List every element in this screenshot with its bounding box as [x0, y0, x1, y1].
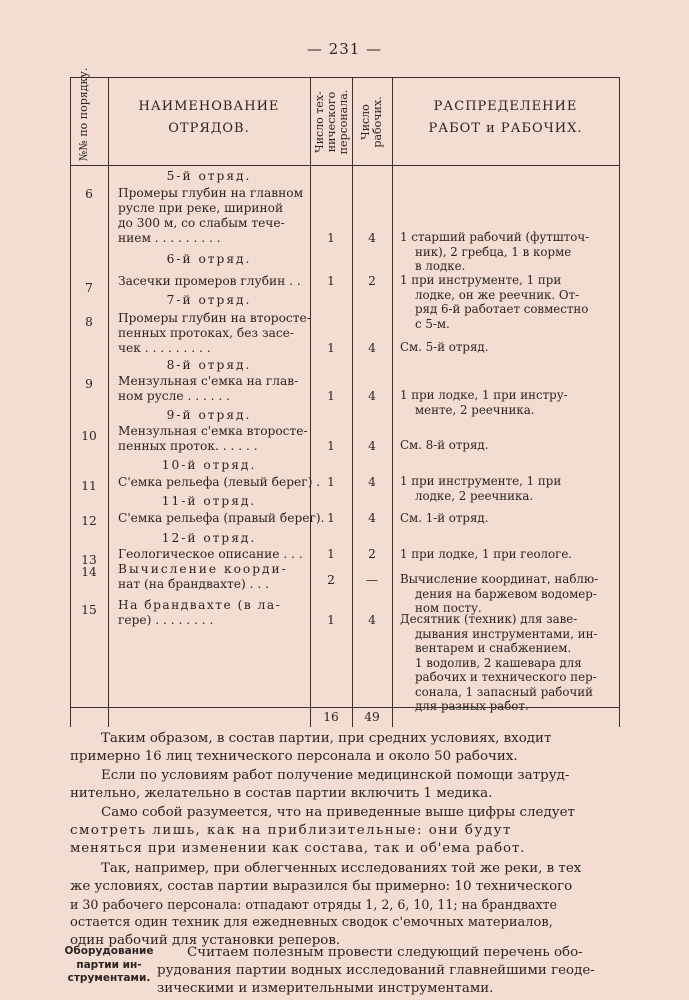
row-name-line: чек . . . . . . . . . [118, 341, 211, 355]
table-rule [392, 77, 393, 727]
section-title: 11-й отряд. [161, 494, 257, 508]
paragraph-line: рудования партии водных исследований главнейшими геоде- [157, 963, 595, 978]
row-workers-count: 4 [368, 613, 376, 627]
row-name-line: пенных проток. . . . . . [118, 439, 258, 453]
header-number-col: №№ по порядку. [77, 67, 90, 161]
paragraph-line: Таким образом, в состав партии, при средних условиях, входит [101, 731, 552, 746]
paragraph-line: смотреть лишь, как на приблизительные: они будут [70, 823, 512, 838]
paragraph-line: нительно, желательно в состав партии включить 1 медика. [70, 786, 493, 801]
row-number: 7 [85, 281, 93, 295]
paragraph-line: остается один техник для ежедневных сводок с'емочных материалов, [70, 915, 553, 930]
row-tech-count: 2 [327, 573, 335, 587]
row-tech-count: 1 [327, 511, 335, 525]
row-tech-count: 1 [327, 389, 335, 403]
row-distribution: 1 при инструменте, 1 при лодке, 2 реечника. [400, 474, 562, 503]
table-border-left [70, 77, 71, 727]
row-tech-count: 1 [327, 475, 335, 489]
margin-note: Оборудование партии ин- струментами. [64, 945, 154, 984]
row-workers-count: 4 [368, 475, 376, 489]
header-tech-col: Число тех- нического персонала. [313, 89, 350, 155]
row-name-line: до 300 м, со слабым тече- [118, 216, 285, 230]
row-distribution: 1 при инструменте, 1 при лодке, он же реечник. От- ряд 6-й работает совместно с 5-м. [400, 273, 589, 331]
row-name-line: Промеры глубин на главном [118, 186, 304, 200]
row-number: 6 [85, 187, 93, 201]
paragraph-line: меняться при изменении как состава, так и об'ема работ. [70, 841, 526, 856]
row-number: 8 [85, 315, 93, 329]
paragraph-line: Само собой разумеется, что на приведенные выше цифры следует [101, 805, 575, 820]
row-workers-count: 4 [368, 341, 376, 355]
header-rule [70, 165, 620, 166]
page-number: — 231 — [306, 40, 383, 58]
row-distribution: См. 5-й отряд. [400, 340, 489, 354]
row-name-line: нием . . . . . . . . . [118, 231, 221, 245]
section-title: 9-й отряд. [166, 408, 252, 422]
row-workers-count: 4 [368, 511, 376, 525]
table-border-right [619, 77, 620, 727]
row-name-line: пенных протоках, без засе- [118, 326, 295, 340]
row-number: 12 [81, 514, 97, 528]
row-number: 11 [81, 479, 97, 493]
row-distribution: Десятник (техник) для заве- дывания инструментами, ин- вентарем и снабжением. 1 водолив, 2 кашевара для рабочих и технического пер- сонала, 1 запасный рабочий для разных работ. [400, 612, 598, 713]
row-tech-count: 1 [327, 439, 335, 453]
row-name-line: русле при реке, шириной [118, 201, 284, 215]
paragraph-line: один рабочий для установки реперов. [70, 933, 341, 948]
row-workers-count: 4 [368, 439, 376, 453]
row-workers-count: 2 [368, 274, 376, 288]
paragraph-line: примерно 16 лиц технического персонала и около 50 рабочих. [70, 749, 518, 764]
row-name-line: Мензульная с'емка на глав- [118, 374, 299, 388]
row-number: 14 [81, 565, 97, 579]
section-title: 5-й отряд. [166, 169, 252, 183]
paragraph-line: зическими и измерительными инструментами. [157, 981, 494, 996]
paragraph-line: и 30 рабочего персонала: отпадают отряды 1, 2, 6, 10, 11; на брандвахте [70, 897, 557, 912]
row-name-line: ном русле . . . . . . [118, 389, 231, 403]
row-number: 13 [81, 553, 97, 567]
row-name-line: Мензульная с'емка второсте- [118, 424, 308, 438]
row-name-line: Промеры глубин на второсте- [118, 311, 311, 325]
paragraph-line: Если по условиям работ получение медицинской помощи затруд- [101, 768, 570, 783]
row-distribution: См. 8-й отряд. [400, 438, 489, 452]
section-title: 7-й отряд. [166, 293, 252, 307]
row-number: 9 [85, 377, 93, 391]
section-title: 10-й отряд. [161, 458, 257, 472]
row-name-line: На брандвахте (в ла- [118, 598, 282, 612]
header-name-col-line2: ОТРЯДОВ. [168, 121, 250, 136]
row-distribution: 1 при лодке, 1 при геологе. [400, 547, 573, 561]
row-distribution: См. 1-й отряд. [400, 511, 489, 525]
row-tech-count: 1 [327, 613, 335, 627]
total-tech: 16 [323, 710, 339, 724]
section-title: 6-й отряд. [166, 252, 252, 266]
row-tech-count: 1 [327, 274, 335, 288]
row-name-line: Засечки промеров глубин . . [118, 274, 301, 288]
row-name-line: Геологическое описание . . . [118, 547, 303, 561]
row-workers-count: 4 [368, 231, 376, 245]
row-name-line: С'емка рельефа (правый берег). [118, 511, 325, 525]
paragraph-line: Считаем полезным провести следующий перечень обо- [187, 945, 583, 960]
header-workers-col: Число рабочих. [359, 96, 384, 148]
paragraph-line: же условиях, состав партии выразился бы примерно: 10 технического [70, 879, 573, 894]
row-workers-count: 2 [368, 547, 376, 561]
row-tech-count: 1 [327, 231, 335, 245]
row-distribution: Вычисление координат, наблю- дения на баржевом водомер- ном посту. [400, 572, 599, 615]
paragraph-line: Так, например, при облегченных исследованиях той же реки, в тех [101, 861, 582, 876]
staffing-table [70, 67, 620, 727]
row-name-line: С'емка рельефа (левый берег) . [118, 475, 321, 489]
row-distribution: 1 старший рабочий (футшточ- ник), 2 гребца, 1 в корме в лодке. [400, 230, 590, 273]
row-name-line: нат (на брандвахте) . . . [118, 577, 270, 591]
row-workers-count: 4 [368, 389, 376, 403]
row-tech-count: 1 [327, 341, 335, 355]
row-tech-count: 1 [327, 547, 335, 561]
section-title: 12-й отряд. [161, 531, 257, 545]
header-dist-col-line2: РАБОТ и РАБОЧИХ. [428, 121, 583, 136]
row-name-line: Вычисление коорди- [118, 562, 288, 576]
section-title: 8-й отряд. [166, 358, 252, 372]
table-border-top [70, 77, 620, 78]
header-name-col-line1: НАИМЕНОВАНИЕ [138, 99, 280, 114]
row-number: 15 [81, 603, 97, 617]
row-name-line: гере) . . . . . . . . [118, 613, 214, 627]
row-distribution: 1 при лодке, 1 при инстру- менте, 2 реечника. [400, 388, 568, 417]
row-number: 10 [81, 429, 97, 443]
row-workers-count: — [365, 573, 379, 587]
header-dist-col-line1: РАСПРЕДЕЛЕНИЕ [433, 99, 578, 114]
total-workers: 49 [364, 710, 380, 724]
